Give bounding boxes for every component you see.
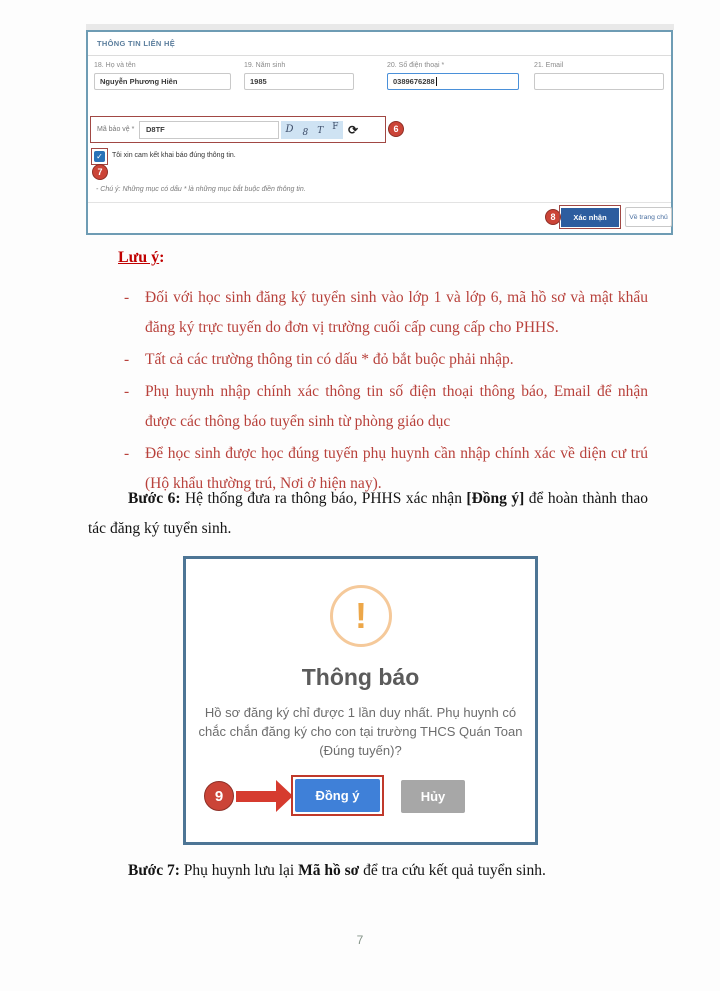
home-button[interactable]: Về trang chủ <box>625 207 672 227</box>
field-email <box>534 62 664 90</box>
step7-highlight: Mã hồ sơ <box>298 862 360 879</box>
captcha-label: Mã bảo vệ * <box>97 126 135 133</box>
step7-paragraph <box>88 856 648 886</box>
confirm-annotation-box <box>559 205 621 229</box>
bullet-dash: - <box>124 383 130 400</box>
step-badge-9: 9 <box>204 781 234 811</box>
accept-annotation-box <box>291 775 384 816</box>
step6-highlight: [Đồng ý] <box>466 490 525 507</box>
notes-heading <box>118 249 165 267</box>
field-birthyear <box>244 62 354 90</box>
notes-heading-colon: : <box>159 249 165 266</box>
email-label: 21. Email <box>534 62 564 69</box>
captcha-char: 8 <box>302 127 309 138</box>
note-text: Tất cả các trường thông tin có dấu * đỏ bắt buộc phải nhập. <box>145 351 514 368</box>
dialog-message: Hồ sơ đăng ký chỉ được 1 lần duy nhất. Phụ huynh có chắc chắn đăng ký cho con tại trường THCS Quán Toan (Đúng tuyến)? <box>198 705 523 758</box>
warning-icon: ! <box>330 585 392 647</box>
captcha-char: D <box>285 124 294 135</box>
footer-divider <box>88 202 671 203</box>
step6-label: Bước 6: <box>128 490 181 507</box>
commitment-checkbox[interactable]: ✓ <box>94 151 105 162</box>
note-text: Đối với học sinh đăng ký tuyển sinh vào lớp 1 và lớp 6, mã hồ sơ và mật khẩu đăng ký trực tuyến do đơn vị trường cuối cấp cung cấp cho PHHS. <box>145 289 648 336</box>
step6-text-2: để hoàn thành thao tác đăng ký tuyển sinh. <box>88 490 649 537</box>
step7-label: Bước 7: <box>128 862 180 879</box>
phone-input[interactable] <box>387 73 519 90</box>
step6-paragraph <box>88 484 648 544</box>
email-input[interactable] <box>534 73 664 90</box>
captcha-input[interactable] <box>139 121 279 139</box>
fullname-label: 18. Họ và tên <box>94 62 136 69</box>
annotation-arrow <box>236 791 276 802</box>
birthyear-input[interactable] <box>244 73 354 90</box>
dialog-title: Thông báo <box>301 664 420 690</box>
required-fields-note: - Chú ý: Những mục có dấu * là những mục bắt buộc điền thông tin. <box>96 186 306 193</box>
notes-list <box>124 283 648 501</box>
captcha-image <box>281 121 343 139</box>
step-badge-6: 6 <box>388 121 404 137</box>
captcha-char: T <box>317 125 324 136</box>
step6-text-1: Hệ thống đưa ra thông báo, PHHS xác nhận <box>180 490 467 507</box>
contact-info-form-screenshot <box>86 30 673 235</box>
text-cursor <box>436 77 437 86</box>
section-divider <box>88 55 671 56</box>
step-badge-7: 7 <box>92 164 108 180</box>
step-badge-8: 8 <box>545 209 561 225</box>
bullet-dash: - <box>124 445 130 462</box>
commitment-label: Tôi xin cam kết khai báo đúng thông tin. <box>112 152 236 159</box>
bullet-dash: - <box>124 351 130 368</box>
birthyear-label: 19. Năm sinh <box>244 62 286 69</box>
list-item <box>124 345 648 375</box>
confirm-button[interactable]: Xác nhận <box>561 208 619 227</box>
captcha-annotation-box <box>90 116 386 143</box>
cancel-button[interactable]: Hủy <box>401 780 465 813</box>
note-text: Phụ huynh nhập chính xác thông tin số điện thoại thông báo, Email để nhận được các thông báo tuyển sinh từ phòng giáo dục <box>145 383 648 430</box>
section-title: THÔNG TIN LIÊN HỆ <box>97 39 176 48</box>
checkbox-annotation-box <box>91 148 108 165</box>
phone-label: 20. Số điện thoại * <box>387 62 445 69</box>
refresh-captcha-icon[interactable]: ⟳ <box>348 122 359 137</box>
accept-button[interactable]: Đồng ý <box>295 779 380 812</box>
captcha-char: F <box>332 121 339 132</box>
phone-value: 0389676288 <box>393 77 435 86</box>
bullet-dash: - <box>124 289 130 306</box>
list-item <box>124 283 648 343</box>
notes-heading-text: Lưu ý <box>118 249 160 266</box>
field-fullname <box>94 62 231 90</box>
captcha-value: D8TF <box>146 125 165 134</box>
list-item <box>124 377 648 437</box>
note-text: Để học sinh được học đúng tuyến phụ huynh cần nhập chính xác về diện cư trú (Hộ khẩu thường trú, Nơi ở hiện nay). <box>145 445 648 492</box>
field-phone <box>387 62 519 90</box>
fullname-input[interactable] <box>94 73 231 90</box>
step7-text-1: Phụ huynh lưu lại <box>179 862 299 879</box>
notification-dialog-screenshot <box>183 556 538 845</box>
birthyear-value: 1985 <box>250 77 267 86</box>
fullname-value: Nguyễn Phương Hiên <box>100 77 178 86</box>
step7-text-2: để tra cứu kết quả tuyển sinh. <box>359 862 546 879</box>
page-number: 7 <box>356 933 364 947</box>
